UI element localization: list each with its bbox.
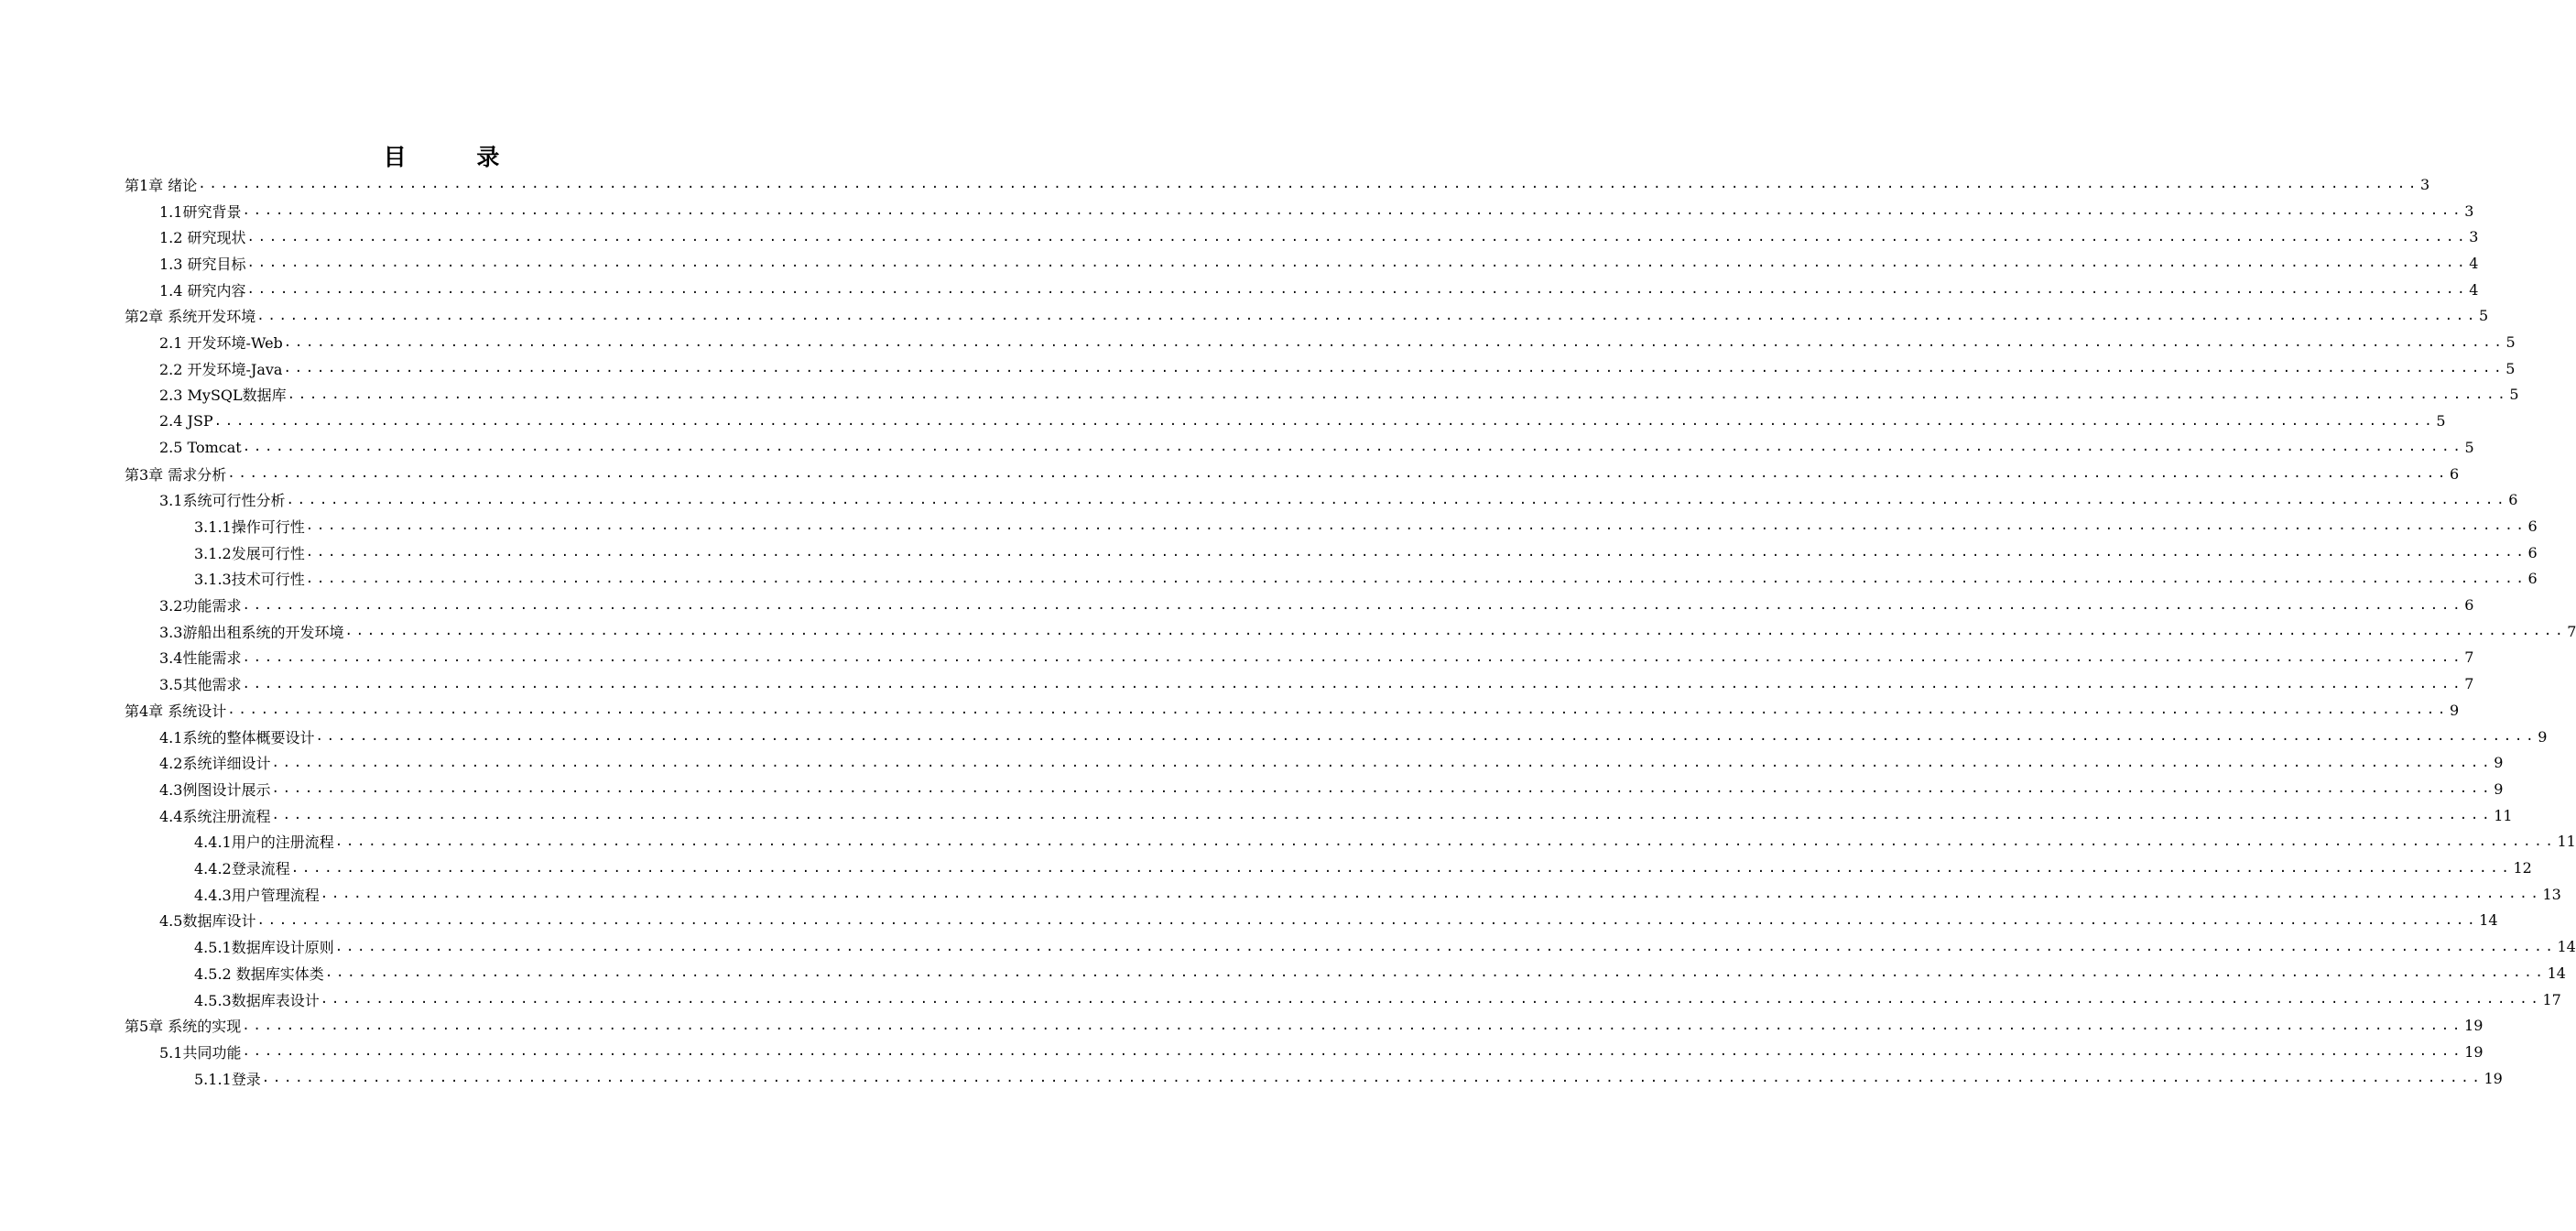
toc-entry-label: 2.5 Tomcat — [159, 438, 242, 456]
dot-leader: ........................................................................................................................................................................................................ — [344, 624, 2567, 639]
toc-entry-label: 1.1研究背景 — [159, 202, 242, 221]
toc-entry[interactable] — [159, 277, 2479, 303]
toc-entry-page-number: 13 — [2542, 885, 2561, 903]
toc-entry[interactable] — [194, 1065, 2503, 1092]
toc-entry-label: 4.3例图设计展示 — [159, 780, 271, 799]
toc-entry-label: 4.1系统的整体概要设计 — [159, 728, 315, 746]
toc-entry-label: 第3章 需求分析 — [125, 465, 227, 484]
toc-entry-page-number: 5 — [2509, 386, 2519, 404]
toc-entry[interactable] — [159, 382, 2519, 409]
toc-entry-label: 5.1共同功能 — [159, 1043, 242, 1062]
toc-entry-label: 1.2 研究现状 — [159, 229, 246, 247]
toc-entry-page-number: 11 — [2557, 833, 2576, 851]
toc-entry-page-number: 9 — [2494, 779, 2504, 798]
toc-entry-label: 1.3 研究目标 — [159, 255, 246, 273]
toc-entry-label: 3.1.3技术可行性 — [194, 571, 305, 589]
dot-leader: ........................................................................................................................................................................................................ — [242, 1044, 2464, 1060]
dot-leader: ........................................................................................................................................................................................................ — [271, 755, 2494, 770]
toc-entry[interactable] — [194, 513, 2538, 539]
toc-entry-page-number: 7 — [2464, 648, 2474, 667]
toc-entry-label: 3.5其他需求 — [159, 676, 242, 694]
toc-entry-label: 3.4性能需求 — [159, 649, 242, 668]
toc-entry-page-number: 5 — [2479, 307, 2489, 325]
toc-entry-label: 第1章 绪论 — [125, 176, 198, 194]
toc-entry-page-number: 14 — [2557, 938, 2576, 956]
toc-entry-page-number: 6 — [2527, 570, 2538, 588]
toc-entry-label: 4.2系统详细设计 — [159, 755, 271, 773]
toc-entry-page-number: 19 — [2484, 1069, 2503, 1087]
toc-entry[interactable] — [159, 670, 2474, 697]
toc-entry[interactable] — [159, 749, 2504, 776]
dot-leader: ........................................................................................................................................................................................................ — [271, 781, 2494, 797]
toc-entry-page-number: 19 — [2464, 1042, 2484, 1061]
dot-leader: ........................................................................................................................................................................................................ — [242, 440, 2464, 455]
dot-leader: ........................................................................................................................................................................................................ — [334, 833, 2557, 849]
toc-entry-page-number: 6 — [2527, 517, 2538, 535]
toc-entry-page-number: 9 — [2494, 754, 2504, 772]
toc-entry[interactable] — [159, 355, 2516, 382]
dot-leader: ........................................................................................................................................................................................................ — [305, 518, 2527, 534]
page-title: 目 录 — [383, 144, 531, 170]
toc-entry-label: 2.2 开发环境-Java — [159, 360, 283, 378]
toc-entry[interactable] — [194, 960, 2566, 986]
dot-leader: ........................................................................................................................................................................................................ — [324, 965, 2547, 981]
dot-leader: ........................................................................................................................................................................................................ — [334, 939, 2557, 954]
dot-leader: ........................................................................................................................................................................................................ — [305, 571, 2527, 586]
toc-entry-page-number: 7 — [2567, 622, 2576, 640]
dot-leader: ........................................................................................................................................................................................................ — [246, 256, 2469, 271]
toc-entry-label: 3.3游船出租系统的开发环境 — [159, 623, 344, 641]
dot-leader: ........................................................................................................................................................................................................ — [287, 387, 2509, 402]
toc-entry[interactable] — [159, 329, 2516, 355]
toc-entry[interactable] — [194, 933, 2576, 960]
toc-entry[interactable] — [159, 486, 2518, 513]
toc-entry[interactable] — [194, 566, 2538, 593]
dot-leader: ........................................................................................................................................................................................................ — [256, 308, 2479, 323]
toc-entry-page-number: 3 — [2469, 228, 2479, 246]
dot-leader: ........................................................................................................................................................................................................ — [242, 597, 2464, 613]
toc-entry-label: 3.2功能需求 — [159, 597, 242, 616]
toc-entry[interactable] — [159, 724, 2548, 750]
dot-leader: ........................................................................................................................................................................................................ — [213, 413, 2436, 429]
toc-entry[interactable] — [194, 881, 2561, 908]
toc-entry-page-number: 14 — [2547, 964, 2566, 982]
toc-entry[interactable] — [125, 303, 2489, 330]
dot-leader: ........................................................................................................................................................................................................ — [198, 177, 2420, 192]
toc-entry-label: 4.4.3用户管理流程 — [194, 886, 320, 904]
toc-entry[interactable] — [159, 434, 2474, 461]
dot-leader: ........................................................................................................................................................................................................ — [242, 1018, 2464, 1033]
dot-leader: ........................................................................................................................................................................................................ — [246, 282, 2469, 298]
toc-entry-label: 4.4.2登录流程 — [194, 860, 290, 878]
toc-entry-label: 4.5.3数据库表设计 — [194, 991, 320, 1009]
toc-entry-label: 4.5数据库设计 — [159, 912, 256, 931]
toc-entry[interactable] — [159, 1039, 2484, 1065]
toc-entry-page-number: 11 — [2494, 806, 2513, 824]
toc-entry[interactable] — [125, 1012, 2484, 1039]
toc-entry-page-number: 4 — [2469, 254, 2479, 272]
dot-leader: ........................................................................................................................................................................................................ — [271, 808, 2494, 823]
dot-leader: ........................................................................................................................................................................................................ — [246, 229, 2469, 245]
toc-entry-page-number: 6 — [2450, 464, 2460, 483]
toc-entry-page-number: 5 — [2505, 333, 2516, 352]
toc-entry[interactable] — [194, 855, 2532, 881]
toc-entry-page-number: 5 — [2505, 359, 2516, 377]
toc-entry[interactable] — [159, 250, 2479, 277]
dot-leader: ........................................................................................................................................................................................................ — [261, 1071, 2484, 1086]
toc-entry-page-number: 9 — [2450, 701, 2460, 719]
toc-entry[interactable] — [194, 829, 2576, 855]
toc-entry-label: 第4章 系统设计 — [125, 702, 227, 720]
toc-entry-label: 3.1.2发展可行性 — [194, 544, 305, 562]
toc-entry-page-number: 6 — [2508, 491, 2518, 509]
toc-entry-page-number: 3 — [2464, 202, 2474, 220]
toc-entry-page-number: 6 — [2527, 543, 2538, 561]
toc-entry-label: 第5章 系统的实现 — [125, 1018, 242, 1036]
toc-entry[interactable] — [159, 223, 2479, 250]
toc-entry-page-number: 9 — [2538, 727, 2548, 746]
toc-entry[interactable] — [125, 171, 2430, 198]
toc-entry-label: 4.4.1用户的注册流程 — [194, 833, 334, 852]
toc-entry-label: 5.1.1登录 — [194, 1070, 261, 1088]
dot-leader: ........................................................................................................................................................................................................ — [286, 492, 2508, 507]
toc-entry[interactable] — [125, 697, 2460, 724]
toc-entry-page-number: 12 — [2513, 859, 2532, 877]
toc-entry[interactable] — [159, 802, 2513, 829]
toc-entry[interactable] — [125, 461, 2460, 487]
toc-entry[interactable] — [159, 908, 2498, 934]
dot-leader: ........................................................................................................................................................................................................ — [242, 649, 2464, 665]
dot-leader: ........................................................................................................................................................................................................ — [283, 334, 2505, 350]
toc-entry[interactable] — [159, 408, 2446, 434]
dot-leader: ........................................................................................................................................................................................................ — [320, 887, 2542, 902]
toc-entry[interactable] — [159, 776, 2504, 802]
dot-leader: ........................................................................................................................................................................................................ — [315, 729, 2538, 745]
toc-entry-label: 3.1.1操作可行性 — [194, 517, 305, 536]
toc-entry-page-number: 7 — [2464, 675, 2474, 693]
toc-entry[interactable] — [194, 986, 2561, 1013]
dot-leader: ........................................................................................................................................................................................................ — [227, 703, 2450, 718]
toc-entry[interactable] — [159, 645, 2474, 671]
toc-entry[interactable] — [159, 618, 2576, 645]
toc-entry-page-number: 5 — [2464, 438, 2474, 456]
toc-entry-label: 2.4 JSP — [159, 412, 213, 430]
toc-entry-label: 2.3 MySQL数据库 — [159, 387, 287, 405]
dot-leader: ........................................................................................................................................................................................................ — [242, 203, 2464, 219]
toc-entry-label: 3.1系统可行性分析 — [159, 492, 286, 510]
toc-entry-page-number: 6 — [2464, 596, 2474, 615]
dot-leader: ........................................................................................................................................................................................................ — [242, 676, 2464, 692]
toc-entry-label: 4.4系统注册流程 — [159, 807, 271, 825]
toc-entry[interactable] — [159, 592, 2474, 618]
dot-leader: ........................................................................................................................................................................................................ — [320, 992, 2542, 1008]
toc-entry[interactable] — [194, 539, 2538, 566]
toc-entry-page-number: 17 — [2542, 990, 2561, 1008]
toc-entry-page-number: 19 — [2464, 1017, 2484, 1035]
toc-entry-label: 4.5.2 数据库实体类 — [194, 964, 324, 983]
toc-entry-label: 2.1 开发环境-Web — [159, 334, 283, 353]
toc-entry-page-number: 4 — [2469, 280, 2479, 299]
toc-entry-label: 第2章 系统开发环境 — [125, 308, 256, 326]
dot-leader: ........................................................................................................................................................................................................ — [256, 912, 2479, 928]
toc-entry-label: 4.5.1数据库设计原则 — [194, 939, 334, 957]
toc-entry-label: 1.4 研究内容 — [159, 281, 246, 300]
dot-leader: ........................................................................................................................................................................................................ — [227, 466, 2450, 482]
toc-entry-page-number: 14 — [2479, 911, 2498, 930]
dot-leader: ........................................................................................................................................................................................................ — [290, 860, 2513, 876]
toc-entry-page-number: 5 — [2436, 412, 2446, 430]
dot-leader: ........................................................................................................................................................................................................ — [305, 545, 2527, 561]
toc-entry[interactable] — [159, 198, 2474, 224]
toc-entry-page-number: 3 — [2420, 175, 2430, 193]
dot-leader: ........................................................................................................................................................................................................ — [283, 361, 2505, 376]
